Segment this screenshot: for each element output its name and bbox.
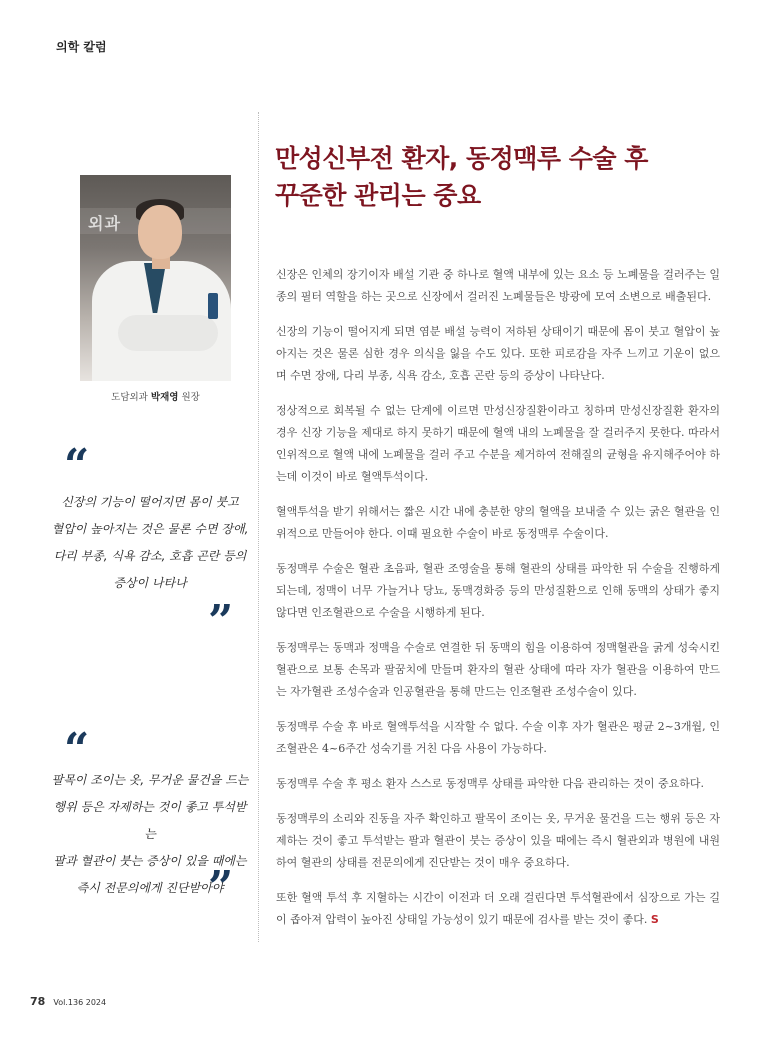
body-paragraph: 신장의 기능이 떨어지게 되면 염분 배설 능력이 저하된 상태이기 때문에 몸이 붓고 혈압이 높아지는 것은 물론 심한 경우 의식을 잃을 수도 있다. 또한 피로감을 자주 느끼고 기운이 없으며 수면 장애, 다리 부종, 식욕 감소, 호흡 곤란 등의 증상이 나타난다. — [276, 325, 720, 382]
pullquote-2-line: 즉시 전문의에게 진단받아야 — [76, 881, 224, 895]
photo-sign-text: 외과 — [88, 214, 121, 233]
body-paragraph: 동정맥루의 소리와 진동을 자주 확인하고 팔목이 조이는 옷, 무거운 물건을 드는 행위 등은 자제하는 것이 좋고 투석받는 팔과 혈관이 붓는 증상이 있을 때에는 즉시 혈관외과 병원에 내원하여 혈관의 상태를 전문의에게 진단받는 것이 매우 중요하다. — [276, 812, 720, 869]
pullquote-2-line: 팔과 혈관이 붓는 증상이 있을 때에는 — [53, 854, 247, 868]
photo-caption — [80, 389, 231, 403]
page-number: 78 — [30, 995, 46, 1008]
body-paragraph: 동정맥루는 동맥과 정맥을 수술로 연결한 뒤 동맥의 힘을 이용하여 정맥혈관을 굵게 성숙시킨 혈관으로 보통 손목과 팔꿈치에 만들며 환자의 혈관 상태에 따라 자가 혈관을 이용하여 만드는 자가혈관 조성수술과 인공혈관을 통해 만드는 인조혈관 조성수술이 있다. — [276, 641, 720, 698]
body-paragraph: 정상적으로 회복될 수 없는 단계에 이르면 만성신장질환이라고 칭하며 만성신장질환 환자의 경우 신장 기능을 제대로 하지 못하기 때문에 혈액 내의 노폐물을 잘 걸러주지 못한다. 따라서 인위적으로 혈액 내에 노폐물을 걸러 주고 수분을 제거하여 전해질의 균형을 유지해주어야 하는데 이것이 바로 혈액투석이다. — [276, 404, 720, 483]
pullquote-2-line: 팔목이 조이는 옷, 무거운 물건을 드는 — [51, 773, 249, 787]
caption-name: 박재영 — [150, 392, 179, 403]
article-title-line-1: 만성신부전 환자, 동정맥루 수술 후 — [275, 144, 648, 173]
quote-close-icon-1: ” — [208, 596, 234, 647]
quote-close-icon-2: ” — [208, 862, 234, 913]
body-paragraph: 동정맥루 수술 후 바로 혈액투석을 시작할 수 없다. 수술 이후 자가 혈관은 평균 2~3개월, 인조혈관은 4~6주간 성숙기를 거친 다음 사용이 가능하다. — [276, 720, 720, 755]
pullquote-1-line: 증상이 나타나 — [113, 576, 187, 590]
caption-department: 도담외과 — [111, 392, 148, 403]
doctor-photo — [80, 175, 231, 381]
article-body — [276, 264, 720, 944]
issue-label: Vol.136 2024 — [53, 998, 107, 1007]
body-paragraph-last — [276, 887, 720, 931]
pullquote-1-line: 신장의 기능이 떨어지면 몸이 붓고 — [61, 495, 239, 509]
caption-role: 원장 — [181, 392, 200, 403]
article-title-line-2: 꾸준한 관리는 중요 — [275, 181, 481, 210]
body-paragraph: 동정맥루 수술 후 평소 환자 스스로 동정맥루 상태를 파악한 다음 관리하는 것이 중요하다. — [276, 777, 704, 790]
body-paragraph: 혈액투석을 받기 위해서는 짧은 시간 내에 충분한 양의 혈액을 보내줄 수 있는 굵은 혈관을 인위적으로 만들어야 한다. 이때 필요한 수술이 바로 동정맥루 수술이다. — [276, 505, 720, 540]
article-title — [275, 140, 735, 214]
end-mark-icon: S — [650, 913, 659, 926]
column-divider — [258, 112, 259, 942]
pullquote-1-line: 혈압이 높아지는 것은 물론 수면 장애, — [51, 522, 249, 536]
pullquote-1 — [50, 489, 250, 597]
photo-arms — [118, 315, 218, 351]
section-label: 의학 칼럼 — [56, 40, 107, 54]
quote-open-icon-2: “ — [64, 724, 90, 775]
body-paragraph: 신장은 인체의 장기이자 배설 기관 중 하나로 혈액 내부에 있는 요소 등 노폐물을 걸러주는 일종의 필터 역할을 하는 곳으로 신장에서 걸러진 노폐물들은 방광에 모여 소변으로 배출된다. — [276, 268, 720, 303]
body-paragraph-last-text: 또한 혈액 투석 후 지혈하는 시간이 이전과 더 오래 걸린다면 투석혈관에서 심장으로 가는 길이 좁아져 압력이 높아진 상태일 가능성이 있기 때문에 검사를 받는 것이 좋다. — [276, 891, 720, 926]
photo-head — [138, 205, 182, 259]
photo-sleeve-patch — [208, 293, 218, 319]
pullquote-2-line: 행위 등은 자제하는 것이 좋고 투석받는 — [53, 800, 247, 841]
quote-open-icon-1: “ — [64, 440, 90, 491]
body-paragraph: 동정맥루 수술은 혈관 초음파, 혈관 조영술을 통해 혈관의 상태를 파악한 뒤 수술을 진행하게 되는데, 정맥이 너무 가늘거나 당뇨, 동맥경화증 등의 만성질환으로 인해 동맥의 상태가 좋지 않다면 인조혈관으로 수술을 시행하게 된다. — [276, 562, 720, 619]
pullquote-1-line: 다리 부종, 식욕 감소, 호흡 곤란 등의 — [53, 549, 247, 563]
page-footer — [30, 990, 106, 1009]
